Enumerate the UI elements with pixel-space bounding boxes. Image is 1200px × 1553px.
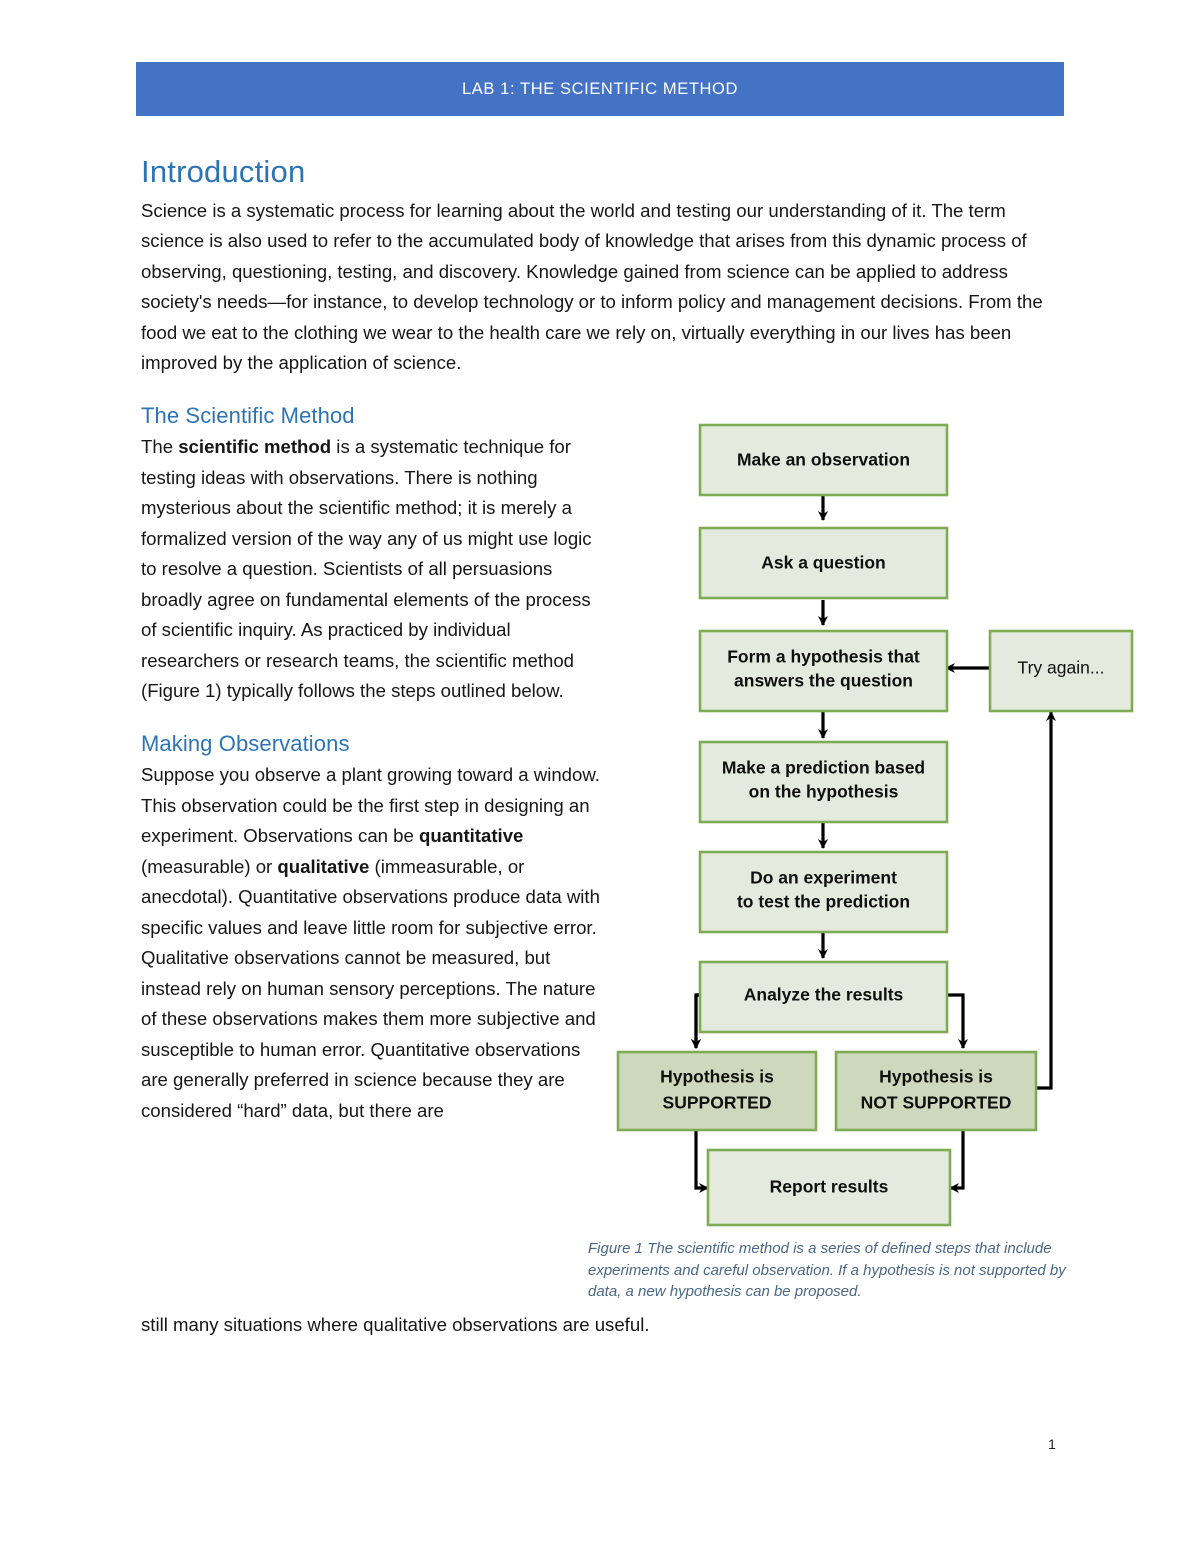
heading-making-observations: Making Observations bbox=[141, 730, 350, 756]
flowchart-node-form-a-hypothesis bbox=[700, 631, 947, 711]
introduction-paragraph: Science is a systematic process for learning about the world and testing our understanding of it. The term science is also used to refer to the accumulated body of knowledge that arises from this dynamic process of observing, questioning, testing, and discovery. Knowledge gained from science can be applied to address society's needs—for instance, to develop technology or to inform policy and management decisions. From the food we eat to the clothing we wear to the health care we rely on, virtually everything in our lives has been improved by the application of science. bbox=[141, 199, 1043, 374]
heading-the-scientific-method: The Scientific Method bbox=[141, 402, 355, 428]
flowchart-node-hypothesis-not-supported bbox=[836, 1052, 1036, 1130]
flowchart-node-report-results bbox=[708, 1150, 950, 1225]
flowchart-node-analyze-the-results bbox=[700, 962, 947, 1032]
sm-text-part-2: is a systematic technique for testing ideas with observations. There is nothing mysterious about the scientific method; it is merely a formalized version of the way any of us might use logic to resolve a question. Scientists of all persuasions broadly agree on fundamental elements of the process of scientific inquiry. As practiced by individual researchers or research teams, the scientific method (Figure 1) typically follows the steps outlined below. bbox=[141, 436, 592, 702]
header-title: LAB 1: THE SCIENTIFIC METHOD bbox=[462, 79, 738, 98]
node-label-hypothesis-line1: Form a hypothesis that bbox=[727, 646, 920, 667]
node-label-try-again: Try again... bbox=[1017, 657, 1105, 678]
node-label-report: Report results bbox=[769, 1176, 889, 1197]
spacer bbox=[141, 391, 1066, 403]
page-title-introduction: Introduction bbox=[141, 154, 306, 189]
node-label-question: Ask a question bbox=[761, 552, 886, 573]
figure-1-scientific-method-flowchart bbox=[608, 420, 1148, 1230]
making-observations-paragraph bbox=[141, 760, 606, 1126]
flowchart-node-hypothesis-supported bbox=[618, 1052, 816, 1130]
node-label-prediction-line1: Make a prediction based bbox=[721, 757, 926, 778]
node-label-supported-line2: SUPPORTED bbox=[662, 1092, 772, 1113]
sm-bold-term: scientific method bbox=[178, 436, 332, 458]
page-number: 1 bbox=[1048, 1436, 1056, 1452]
flowchart-node-try-again bbox=[990, 631, 1132, 711]
node-label-experiment-line2: to test the prediction bbox=[736, 891, 911, 912]
node-label-analyze: Analyze the results bbox=[743, 984, 904, 1005]
node-label-experiment-line1: Do an experiment bbox=[750, 867, 897, 888]
node-label-supported-line1: Hypothesis is bbox=[660, 1066, 774, 1087]
node-label-not-supported-line2: NOT SUPPORTED bbox=[860, 1092, 1012, 1113]
node-label-prediction-line2: on the hypothesis bbox=[748, 781, 899, 802]
node-label-observe: Make an observation bbox=[736, 449, 911, 470]
mo-text-part-3: (immeasurable, or anecdotal). Quantitative observations produce data with specific values and leave little room for subjective error. Qualitative observations cannot be measured, but instead rely on human sensory perceptions. The nature of these observations makes them more subjective and susceptible to human error. Quantitative observations are generally preferred in science because they are considered “hard” data, but there are bbox=[141, 855, 600, 1121]
flowchart-node-ask-a-question bbox=[700, 528, 947, 598]
flowchart-node-make-an-observation bbox=[700, 425, 947, 495]
node-label-hypothesis-line2: answers the question bbox=[734, 670, 913, 691]
mo-bold-qualitative: qualitative bbox=[277, 855, 370, 877]
sm-text-part-1: The bbox=[141, 436, 179, 458]
mo-bold-quantitative: quantitative bbox=[419, 825, 524, 846]
making-observations-tail-line: still many situations where qualitative observations are useful. bbox=[141, 1314, 650, 1335]
figure-1-caption: Figure 1 The scientific method is a series of defined steps that include experiments and careful observation. If a hypothesis is not supported by data, a new hypothesis can be proposed. bbox=[588, 1240, 1066, 1300]
node-label-not-supported-line1: Hypothesis is bbox=[879, 1066, 993, 1087]
page-header-banner bbox=[136, 62, 1064, 116]
flowchart-node-do-an-experiment bbox=[700, 852, 947, 932]
mo-text-part-1: Suppose you observe a plant growing toward a window. This observation could be the first step in designing an experiment. Observations can be bbox=[141, 764, 600, 846]
scientific-method-paragraph bbox=[141, 432, 606, 707]
mo-text-part-2: (measurable) or bbox=[141, 855, 278, 877]
flowchart-node-make-a-prediction bbox=[700, 742, 947, 822]
